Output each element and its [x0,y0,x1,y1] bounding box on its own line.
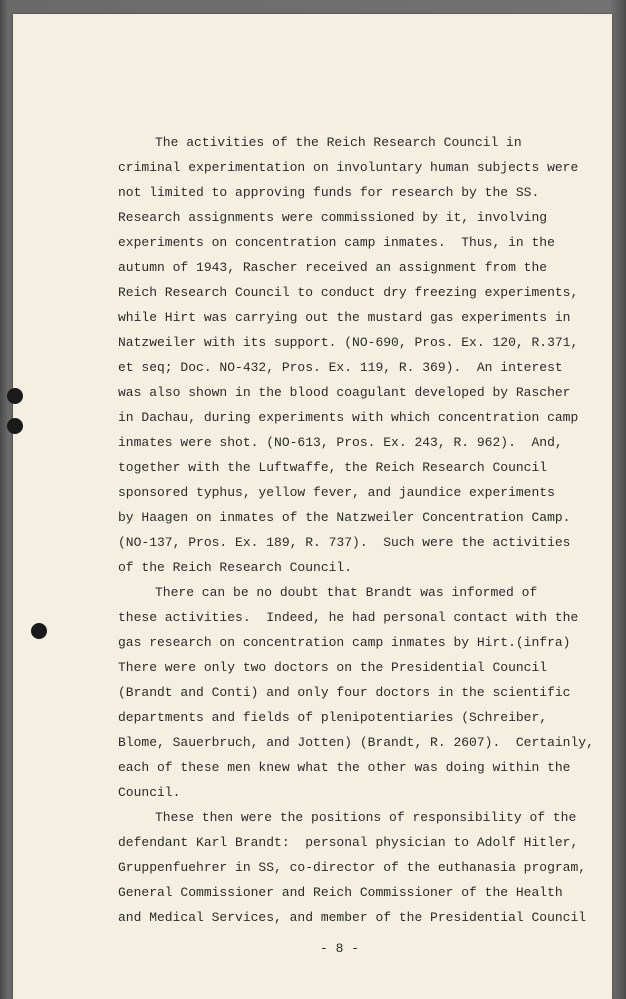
document-page [13,14,612,999]
text-line: et seq; Doc. NO-432, Pros. Ex. 119, R. 369). An interest [118,360,563,375]
text-line: sponsored typhus, yellow fever, and jaundice experiments [118,485,555,500]
punch-hole [7,418,23,434]
text-line: Research assignments were commissioned by it, involving [118,210,548,225]
text-line: by Haagen on inmates of the Natzweiler Concentration Camp. [118,510,571,525]
text-line: gas research on concentration camp inmates by Hirt.(infra) [118,635,571,650]
text-line: There were only two doctors on the Presidential Council [118,660,548,675]
punch-hole [7,388,23,404]
text-line: General Commissioner and Reich Commissioner of the Health [118,885,563,900]
text-line: while Hirt was carrying out the mustard gas experiments in [118,310,571,325]
text-line: Natzweiler with its support. (NO-690, Pros. Ex. 120, R.371, [118,335,579,350]
page-number: - 8 - [320,941,360,956]
text-line: Reich Research Council to conduct dry freezing experiments, [118,285,579,300]
text-line: inmates were shot. (NO-613, Pros. Ex. 243, R. 962). And, [118,435,563,450]
text-line: There can be no doubt that Brandt was informed of [155,585,538,600]
text-line: of the Reich Research Council. [118,560,353,575]
text-line: in Dachau, during experiments with which concentration camp [118,410,579,425]
text-line: defendant Karl Brandt: personal physician to Adolf Hitler, [118,835,579,850]
text-line: departments and fields of plenipotentiaries (Schreiber, [118,710,548,725]
text-line: criminal experimentation on involuntary human subjects were [118,160,579,175]
text-line: these activities. Indeed, he had personal contact with the [118,610,579,625]
text-line: and Medical Services, and member of the Presidential Council [118,910,587,925]
text-line: experiments on concentration camp inmates. Thus, in the [118,235,555,250]
text-line: These then were the positions of responsibility of the [155,810,577,825]
text-line: each of these men knew what the other was doing within the [118,760,571,775]
text-line: together with the Luftwaffe, the Reich Research Council [118,460,548,475]
text-line: Blome, Sauerbruch, and Jotten) (Brandt, R. 2607). Certainly, [118,735,594,750]
text-line: (NO-137, Pros. Ex. 189, R. 737). Such were the activities [118,535,571,550]
text-line: autumn of 1943, Rascher received an assignment from the [118,260,548,275]
text-line: The activities of the Reich Research Council in [155,135,522,150]
text-line: not limited to approving funds for research by the SS. [118,185,540,200]
text-line: Council. [118,785,181,800]
punch-hole [31,623,47,639]
text-line: Gruppenfuehrer in SS, co-director of the euthanasia program, [118,860,587,875]
text-line: (Brandt and Conti) and only four doctors in the scientific [118,685,571,700]
text-line: was also shown in the blood coagulant developed by Rascher [118,385,571,400]
